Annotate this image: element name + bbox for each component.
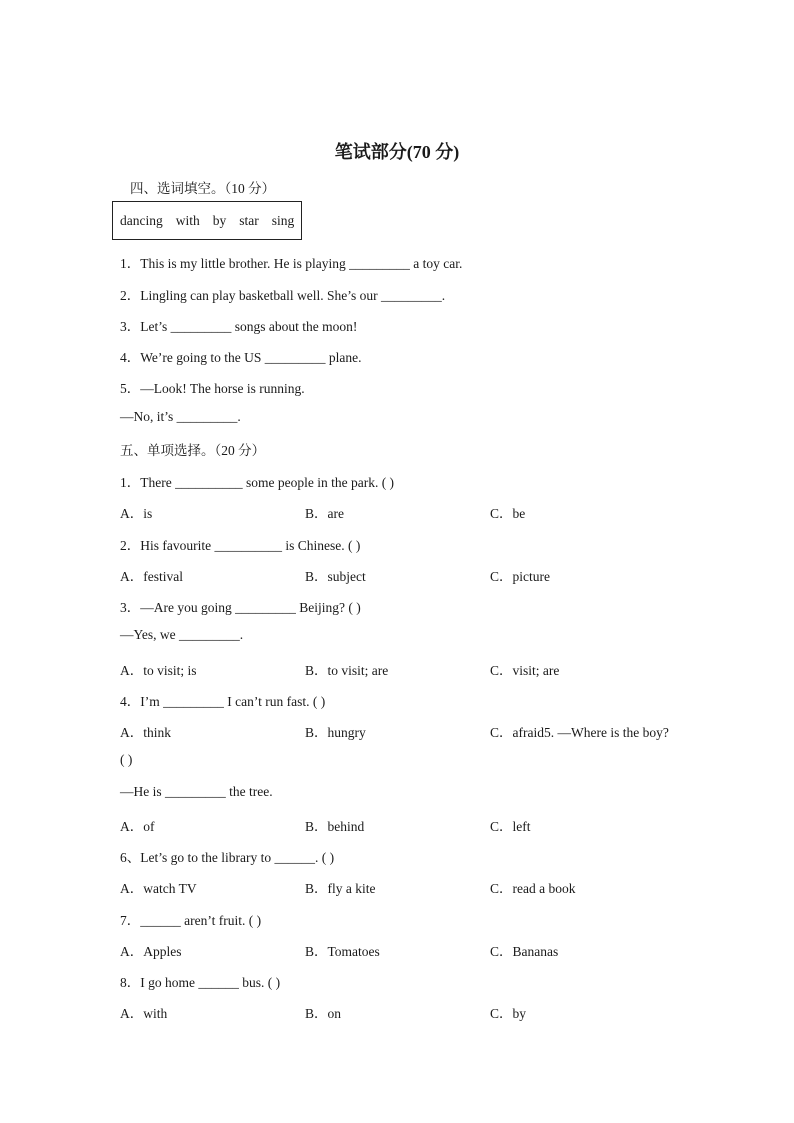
choice-question-5-paren: ( ) (120, 752, 133, 767)
word-bank-item: star (239, 212, 259, 228)
q4-option-a: A．think (120, 725, 172, 740)
q8-option-a: A．with (120, 1006, 168, 1021)
q2-option-b: B．subject (305, 569, 366, 584)
q8-option-b: B．on (305, 1006, 342, 1021)
choice-question-6: 6、Let’s go to the library to ______. ( ) (120, 850, 335, 865)
q5-option-c: C．left (490, 819, 531, 834)
choice-question-3: 3．—Are you going _________ Beijing? ( ) (120, 600, 361, 615)
q5-option-a: A．of (120, 819, 155, 834)
q6-option-c: C．read a book (490, 881, 576, 896)
q6-option-a: A．watch TV (120, 881, 197, 896)
choice-question-5-reply: —He is _________ the tree. (120, 784, 273, 799)
q5-option-b: B．behind (305, 819, 365, 834)
q7-option-c: C．Bananas (490, 944, 559, 959)
q4-option-c: C．afraid5. —Where is the boy? (490, 725, 669, 740)
choice-question-4: 4．I’m _________ I can’t run fast. ( ) (120, 694, 326, 709)
q2-option-c: C．picture (490, 569, 550, 584)
q1-option-b: B．are (305, 506, 344, 521)
q3-option-b: B．to visit; are (305, 663, 389, 678)
word-bank-item: sing (271, 212, 295, 228)
q3-option-c: C．visit; are (490, 663, 560, 678)
choice-question-2: 2．His favourite __________ is Chinese. ( ) (120, 538, 361, 553)
q4-option-b: B．hungry (305, 725, 366, 740)
section-5-heading: 五、单项选择。（20 分） (120, 443, 266, 458)
fill-question-4: 4．We’re going to the US _________ plane. (120, 350, 362, 365)
choice-question-1: 1．There __________ some people in the park. ( ) (120, 475, 395, 490)
fill-question-2: 2．Lingling can play basketball well. She’s our _________. (120, 288, 446, 303)
section-4-heading: 四、选词填空。（10 分） (130, 181, 276, 196)
page-title: 笔试部分(70 分) (334, 142, 460, 162)
q1-option-a: A．is (120, 506, 153, 521)
q1-option-c: C．be (490, 506, 526, 521)
q8-option-c: C．by (490, 1006, 527, 1021)
q7-option-b: B．Tomatoes (305, 944, 380, 959)
fill-question-1: 1．This is my little brother. He is playing _________ a toy car. (120, 256, 463, 271)
q3-option-a: A．to visit; is (120, 663, 197, 678)
q7-option-a: A．Apples (120, 944, 182, 959)
choice-question-7: 7．______ aren’t fruit. ( ) (120, 913, 262, 928)
choice-question-8: 8．I go home ______ bus. ( ) (120, 975, 281, 990)
q6-option-b: B．fly a kite (305, 881, 376, 896)
word-bank-item: by (212, 212, 227, 228)
word-bank-box (112, 201, 302, 240)
q2-option-a: A．festival (120, 569, 183, 584)
fill-question-3: 3．Let’s _________ songs about the moon! (120, 319, 358, 334)
word-bank-item: with (175, 212, 200, 228)
choice-question-3-reply: —Yes, we _________. (120, 627, 244, 642)
fill-question-5: 5．—Look! The horse is running. (120, 381, 305, 396)
word-bank-item: dancing (120, 212, 163, 228)
fill-question-5-reply: —No, it’s _________. (120, 409, 241, 424)
